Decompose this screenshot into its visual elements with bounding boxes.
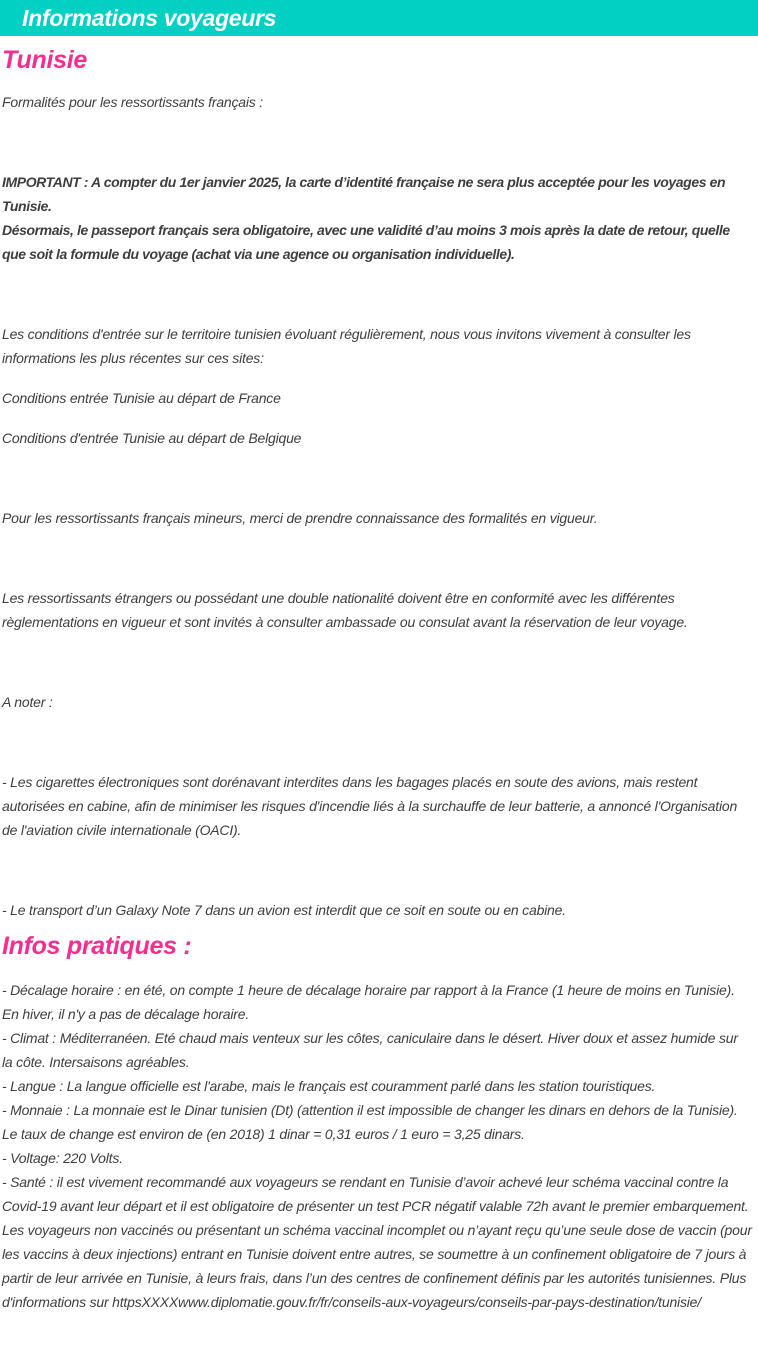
minors-notice: Pour les ressortissants français mineurs, merci de prendre connaissance des formalités en vigueur. xyxy=(2,510,598,526)
practical-item-language: - Langue : La langue officielle est l'arabe, mais le français est couramment parlé dans les station touristiques. xyxy=(2,1078,656,1094)
main-content xyxy=(0,45,758,1314)
practical-info-heading: Infos pratiques : xyxy=(2,932,192,960)
page-header xyxy=(0,0,758,36)
note-label: A noter : xyxy=(2,694,53,710)
practical-item-voltage: - Voltage: 220 Volts. xyxy=(2,1150,123,1166)
link-conditions-france[interactable]: Conditions entrée Tunisie au départ de France xyxy=(2,390,281,406)
foreign-nationals-notice: Les ressortissants étrangers ou possédant une double nationalité doivent être en conformité avec les différentes règlementations en vigueur et sont invités à consulter ambassade ou consulat avant la réservation de leur voyage. xyxy=(2,590,688,630)
practical-info-list xyxy=(2,978,752,1314)
note-galaxy-note7: - Le transport d’un Galaxy Note 7 dans un avion est interdit que ce soit en soute ou en cabine. xyxy=(2,902,566,918)
entry-conditions-intro: Les conditions d'entrée sur le territoire tunisien évoluant régulièrement, nous vous invitons vivement à consulter les informations les plus récentes sur ces sites: xyxy=(2,326,691,366)
practical-item-climate: - Climat : Méditerranéen. Eté chaud mais venteux sur les côtes, caniculaire dans le désert. Hiver doux et assez humide sur la côte. Intersaisons agréables. xyxy=(2,1030,738,1070)
note-ecigarettes: - Les cigarettes électroniques sont dorénavant interdites dans les bagages placés en soute des avions, mais restent autorisées en cabine, afin de minimiser les risques d'incendie liés à la surchauffe de leur batterie, a annoncé l'Organisation de l'aviation civile internationale (OACI). xyxy=(2,774,738,838)
important-notice-line2: Désormais, le passeport français sera obligatoire, avec une validité d’au moins 3 mois après la date de retour, quelle que soit la formule du voyage (achat via une agence ou organisation individuelle). xyxy=(2,222,730,262)
country-heading: Tunisie xyxy=(2,46,87,74)
practical-item-health: - Santé : il est vivement recommandé aux voyageurs se rendant en Tunisie d’avoir achevé leur schéma vaccinal contre la Covid-19 avant leur départ et il est obligatoire de présenter un test PCR négatif valable 72h avant le premier embarquement. Les voyageurs non vaccinés ou présentant un schéma vaccinal incomplet ou n’ayant reçu qu’une seule dose de vaccin (pour les vaccins à deux injections) entrant en Tunisie doivent entre autres, se soumettre à un confinement obligatoire de 7 jours à partir de leur arrivée en Tunisie, à leurs frais, dans l’un des centres de confinement définis par les autorités tunisiennes. Plus d'informations sur httpsXXXXwww.diplomatie.gouv.fr/fr/conseils-aux-voyageurs/conseils-par-pays-destination/tunisie/ xyxy=(2,1174,752,1310)
important-notice-line1: IMPORTANT : A compter du 1er janvier 2025, la carte d’identité française ne sera plus acceptée pour les voyages en Tunisie. xyxy=(2,174,726,214)
formalities-intro: Formalités pour les ressortissants français : xyxy=(2,94,263,110)
practical-item-timezone: - Décalage horaire : en été, on compte 1 heure de décalage horaire par rapport à la France (1 heure de moins en Tunisie). En hiver, il n'y a pas de décalage horaire. xyxy=(2,982,735,1022)
practical-item-currency: - Monnaie : La monnaie est le Dinar tunisien (Dt) (attention il est impossible de changer les dinars en dehors de la Tunisie). Le taux de change est environ de (en 2018) 1 dinar = 0,31 euros / 1 euro = 3,25 dinars. xyxy=(2,1102,738,1142)
link-conditions-belgique[interactable]: Conditions d'entrée Tunisie au départ de Belgique xyxy=(2,430,302,446)
page-title: Informations voyageurs xyxy=(22,5,277,31)
